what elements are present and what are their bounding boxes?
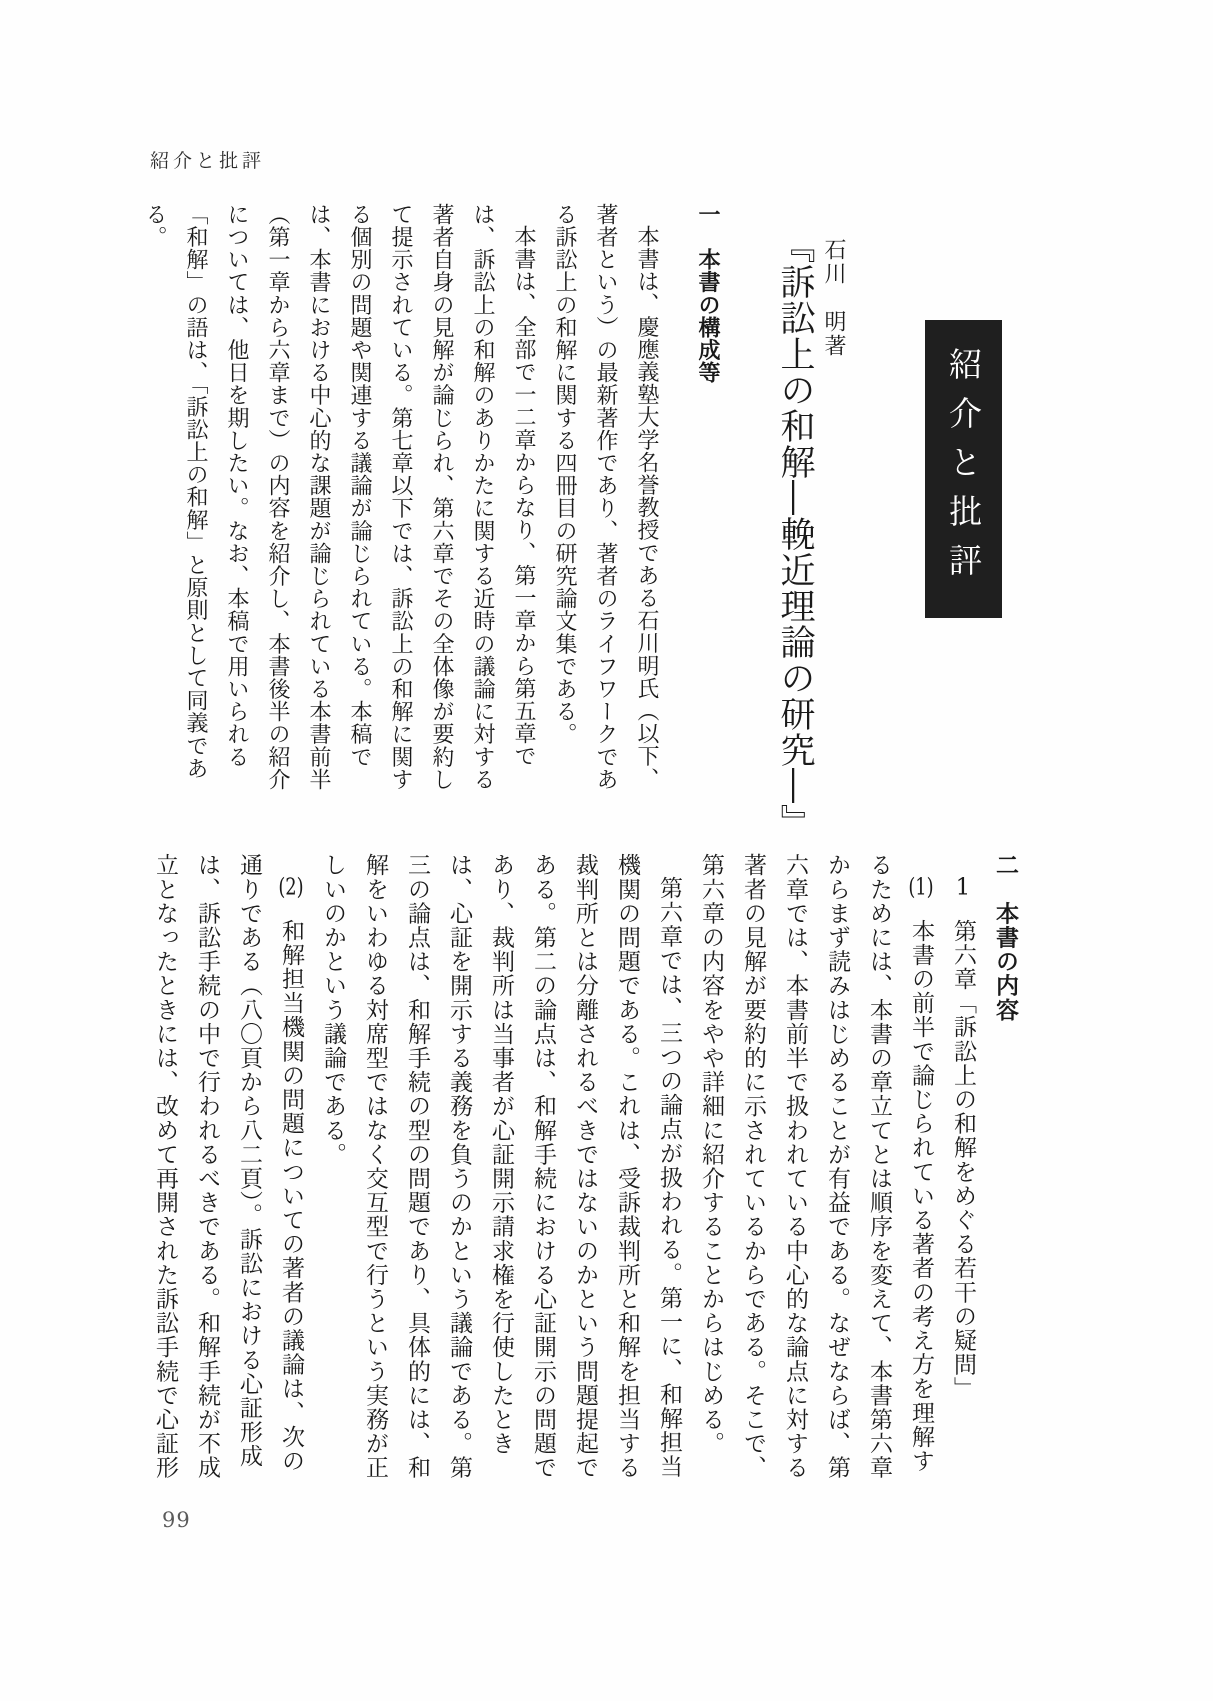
item-marker: 1 bbox=[955, 876, 971, 899]
book-title: 『訴訟上の和解―輓近理論の研究―』 bbox=[775, 228, 815, 840]
item-text: 本書の前半で論じられている著者の考え方を理解するためには、本書の章立てとは順序を変えて、本書第六章からまず読みはじめることが有益である。なぜならば、第六章では、本書前半で扱われている中心的な論点に対する著者の見解が要約的に示されているからである。そこで、第六章の内容をやや詳細に紹介することからはじめる。 bbox=[698, 853, 934, 1480]
content-paragraph bbox=[690, 853, 942, 1483]
book-author: 石川 明著 bbox=[821, 238, 846, 358]
section-1 bbox=[142, 203, 728, 795]
content-paragraph bbox=[144, 853, 312, 1483]
banner-label: 紹介と批評 bbox=[944, 346, 983, 592]
item-text: 第六章では、三つの論点が扱われる。第一に、和解担当機関の問題である。これは、受訴裁判所と和解を担当する裁判所とは分離されるべきではないのかという問題提起である。第二の論点は、和解手続における心証開示の問題であり、裁判所は当事者が心証開示請求権を行使したときは、心証を開示する義務を負うのかという議論である。第三の論点は、和解手続の型の問題であり、具体的には、和解をいわゆる対席型ではなく交互型で行うという実務が正しいのかという議論である。 bbox=[320, 853, 682, 1480]
item-marker: (1) bbox=[908, 876, 934, 899]
content-paragraph bbox=[312, 853, 690, 1483]
section-2 bbox=[140, 853, 1026, 1483]
item-text: 第六章「訴訟上の和解をめぐる若干の疑問」 bbox=[950, 918, 976, 1401]
paragraph: 本書は、全部で一二章からなり、第一章から第五章では、訴訟上の和解のありかたに関する近時の議論に対する著者自身の見解が論じられ、第六章でその全体像が要約して提示されている。第七章以下では、訴訟上の和解に関する個別の問題や関連する議論が論じられている。本稿では、本書における中心的な課題が論じられている本書前半（第一章から六章まで）の内容を紹介し、本書後半の紹介については、他日を期したい。なお、本稿で用いられる「和解」の語は、「訴訟上の和解」と原則として同義である。 bbox=[142, 203, 536, 791]
section-heading-1: 一 本書の構成等 bbox=[695, 203, 720, 384]
section-heading-2: 二 本書の内容 bbox=[992, 853, 1018, 1022]
running-header: 紹介と批評 bbox=[150, 150, 266, 172]
page-number: 99 bbox=[162, 1508, 191, 1532]
section-banner bbox=[925, 320, 1002, 618]
item-text: 和解担当機関の問題についての著者の議論は、次の通りである（八〇頁から八二頁）。訴訟における心証形成は、訴訟手続の中で行われるべきである。和解手続が不成立となったときには、改めて再開された訴訟手続で心証形 bbox=[152, 853, 304, 1480]
item-marker: (2) bbox=[278, 876, 304, 899]
paragraph: 本書は、慶應義塾大学名誉教授である石川明氏（以下、著者という）の最新著作であり、著者のライフワークである訴訟上の和解に関する四冊目の研究論文集である。 bbox=[552, 203, 659, 791]
content-paragraph bbox=[942, 853, 984, 1483]
